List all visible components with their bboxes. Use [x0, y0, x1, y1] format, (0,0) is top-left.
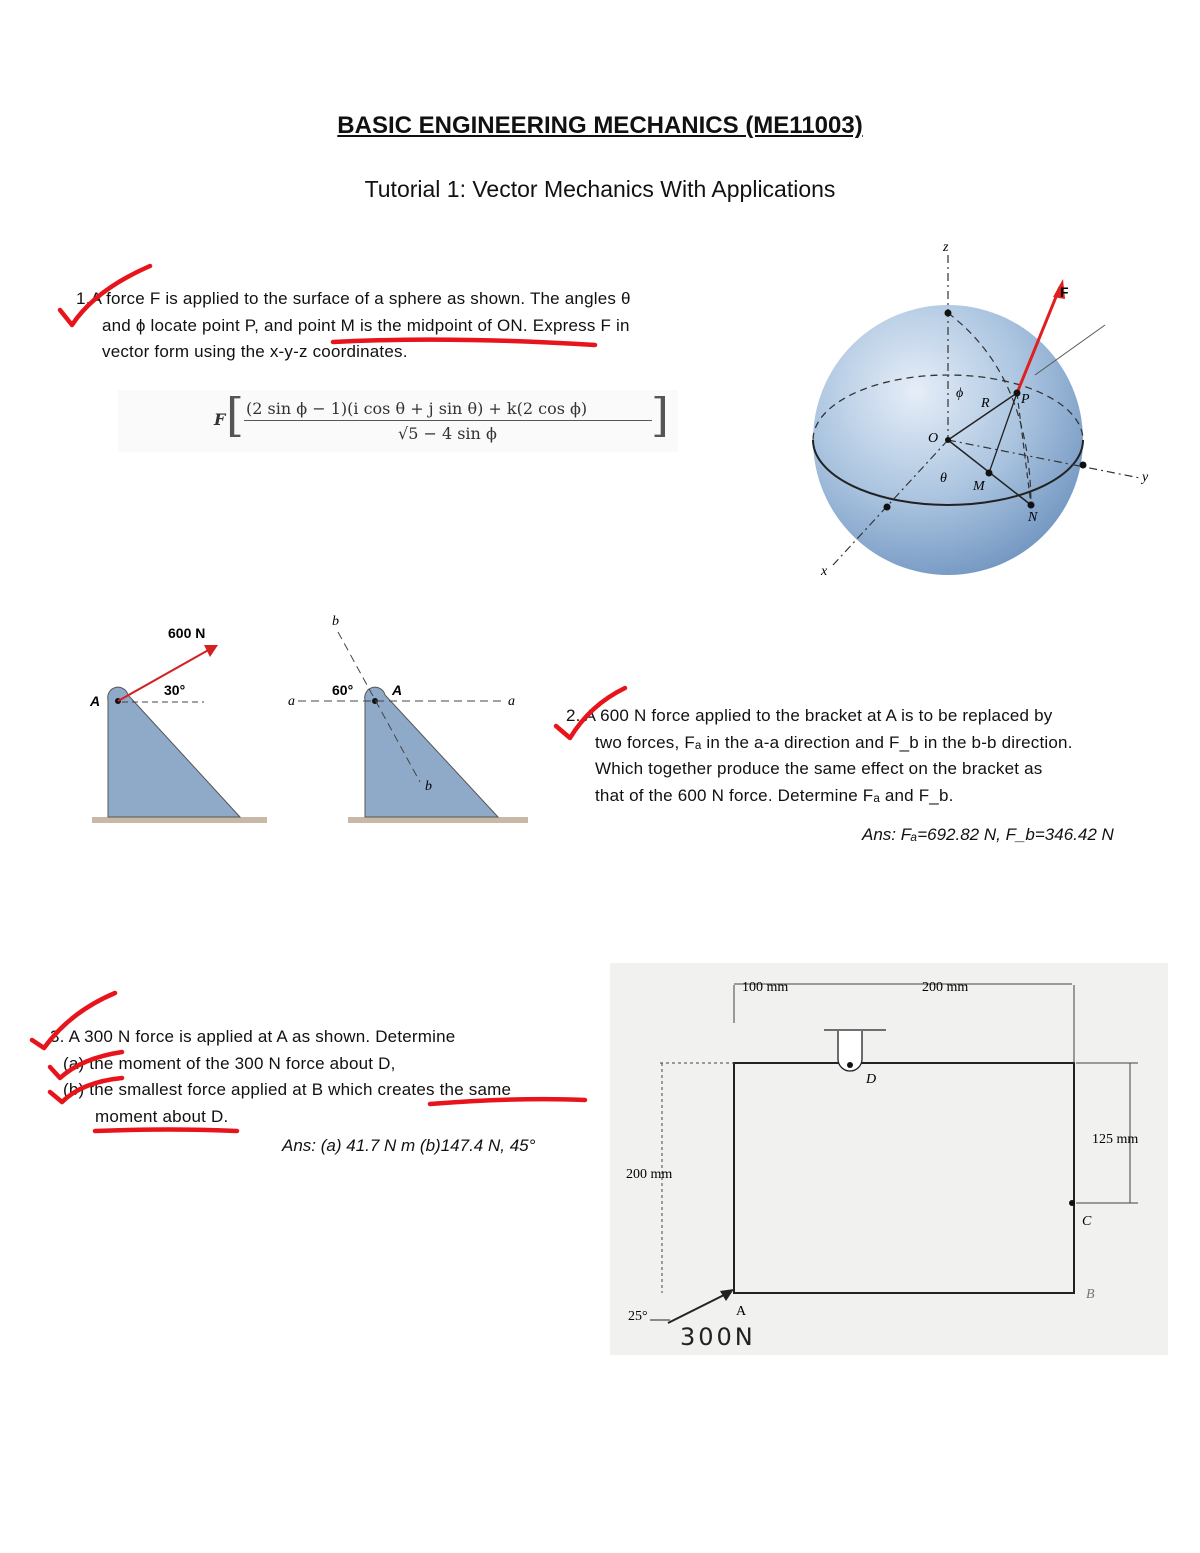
underline-q3b: [95, 1130, 237, 1132]
formula-denominator: √5 − 4 sin ϕ: [398, 424, 497, 443]
q3-line1: A 300 N force is applied at A as shown. Determine: [68, 1027, 456, 1046]
label-y: y: [1142, 470, 1149, 485]
bracket-left: [: [226, 388, 244, 442]
formula-numerator: (2 sin ϕ − 1)(i cos θ + j sin θ) + k(2 cos ϕ): [246, 399, 588, 418]
checkmark-q3a: [32, 993, 115, 1048]
course-title: BASIC ENGINEERING MECHANICS (ME11003): [337, 112, 863, 139]
label-60deg: 60°: [332, 682, 354, 698]
label-200mm-top: 200 mm: [922, 980, 969, 995]
label-D: D: [866, 1072, 877, 1087]
label-125mm: 125 mm: [1092, 1132, 1139, 1147]
underline-q3a: [430, 1099, 585, 1104]
label-300N: 300N: [680, 1323, 756, 1351]
label-R: R: [981, 396, 990, 411]
q3-line3: (b) the smallest force applied at B which creates the same: [63, 1080, 512, 1099]
label-N: N: [1028, 510, 1038, 525]
q2-line1: A 600 N force applied to the bracket at A is to be replaced by: [584, 706, 1053, 725]
q3-answer: Ans: (a) 41.7 N m (b)147.4 N, 45°: [282, 1136, 536, 1155]
q1-line3: vector form using the x-y-z coordinates.: [102, 342, 408, 361]
label-b-top: b: [332, 614, 339, 629]
checkmark-q1: [60, 266, 150, 325]
q2-number: 2.: [566, 706, 581, 725]
label-M: M: [973, 479, 985, 494]
q3-line2: (a) the moment of the 300 N force about D,: [63, 1053, 396, 1073]
q2-line3: Which together produce the same effect on the bracket as: [595, 759, 1043, 778]
label-a-left: a: [288, 694, 295, 709]
underline-q1: [333, 340, 595, 345]
label-A: A: [736, 1304, 747, 1319]
q1-number: 1.: [76, 289, 91, 308]
label-b-bottom: b: [425, 779, 432, 794]
label-B: B: [1086, 1287, 1095, 1302]
q3-number: 3.: [50, 1027, 65, 1046]
q2-line2: two forces, Fₐ in the a-a direction and F_b in the b-b direction.: [595, 732, 1073, 752]
label-a-right: a: [508, 694, 515, 709]
q3-line4: moment about D.: [95, 1106, 229, 1126]
label-O: O: [928, 431, 939, 446]
checkmark-q3b: [50, 1052, 122, 1078]
label-phi: ϕ: [956, 386, 964, 401]
bracket-right: ]: [651, 388, 669, 442]
checkmark-q2: [556, 688, 625, 738]
label-theta: θ: [940, 471, 947, 486]
checkmark-q3c: [50, 1078, 122, 1102]
label-F: F: [1060, 284, 1069, 300]
formula-F: F: [214, 410, 226, 429]
label-z: z: [943, 240, 949, 255]
q1-line2: and ϕ locate point P, and point M is the midpoint of ON. Express F in: [102, 315, 630, 335]
q2-answer: Ans: Fₐ=692.82 N, F_b=346.42 N: [862, 825, 1114, 844]
label-x: x: [821, 564, 828, 579]
label-P: P: [1021, 392, 1030, 407]
label-30deg: 30°: [164, 682, 186, 698]
label-25deg: 25°: [628, 1309, 648, 1324]
label-A-right: A: [392, 682, 403, 698]
label-A-left: A: [90, 693, 101, 709]
label-600N: 600 N: [168, 625, 206, 641]
q1-line1: A force F is applied to the surface of a sphere as shown. The angles θ: [90, 289, 631, 308]
label-C: C: [1082, 1214, 1092, 1229]
label-200mm-left: 200 mm: [626, 1167, 673, 1182]
label-100mm: 100 mm: [742, 980, 789, 995]
tutorial-title: Tutorial 1: Vector Mechanics With Applications: [364, 176, 836, 202]
q2-line4: that of the 600 N force. Determine Fₐ and F_b.: [595, 785, 954, 805]
